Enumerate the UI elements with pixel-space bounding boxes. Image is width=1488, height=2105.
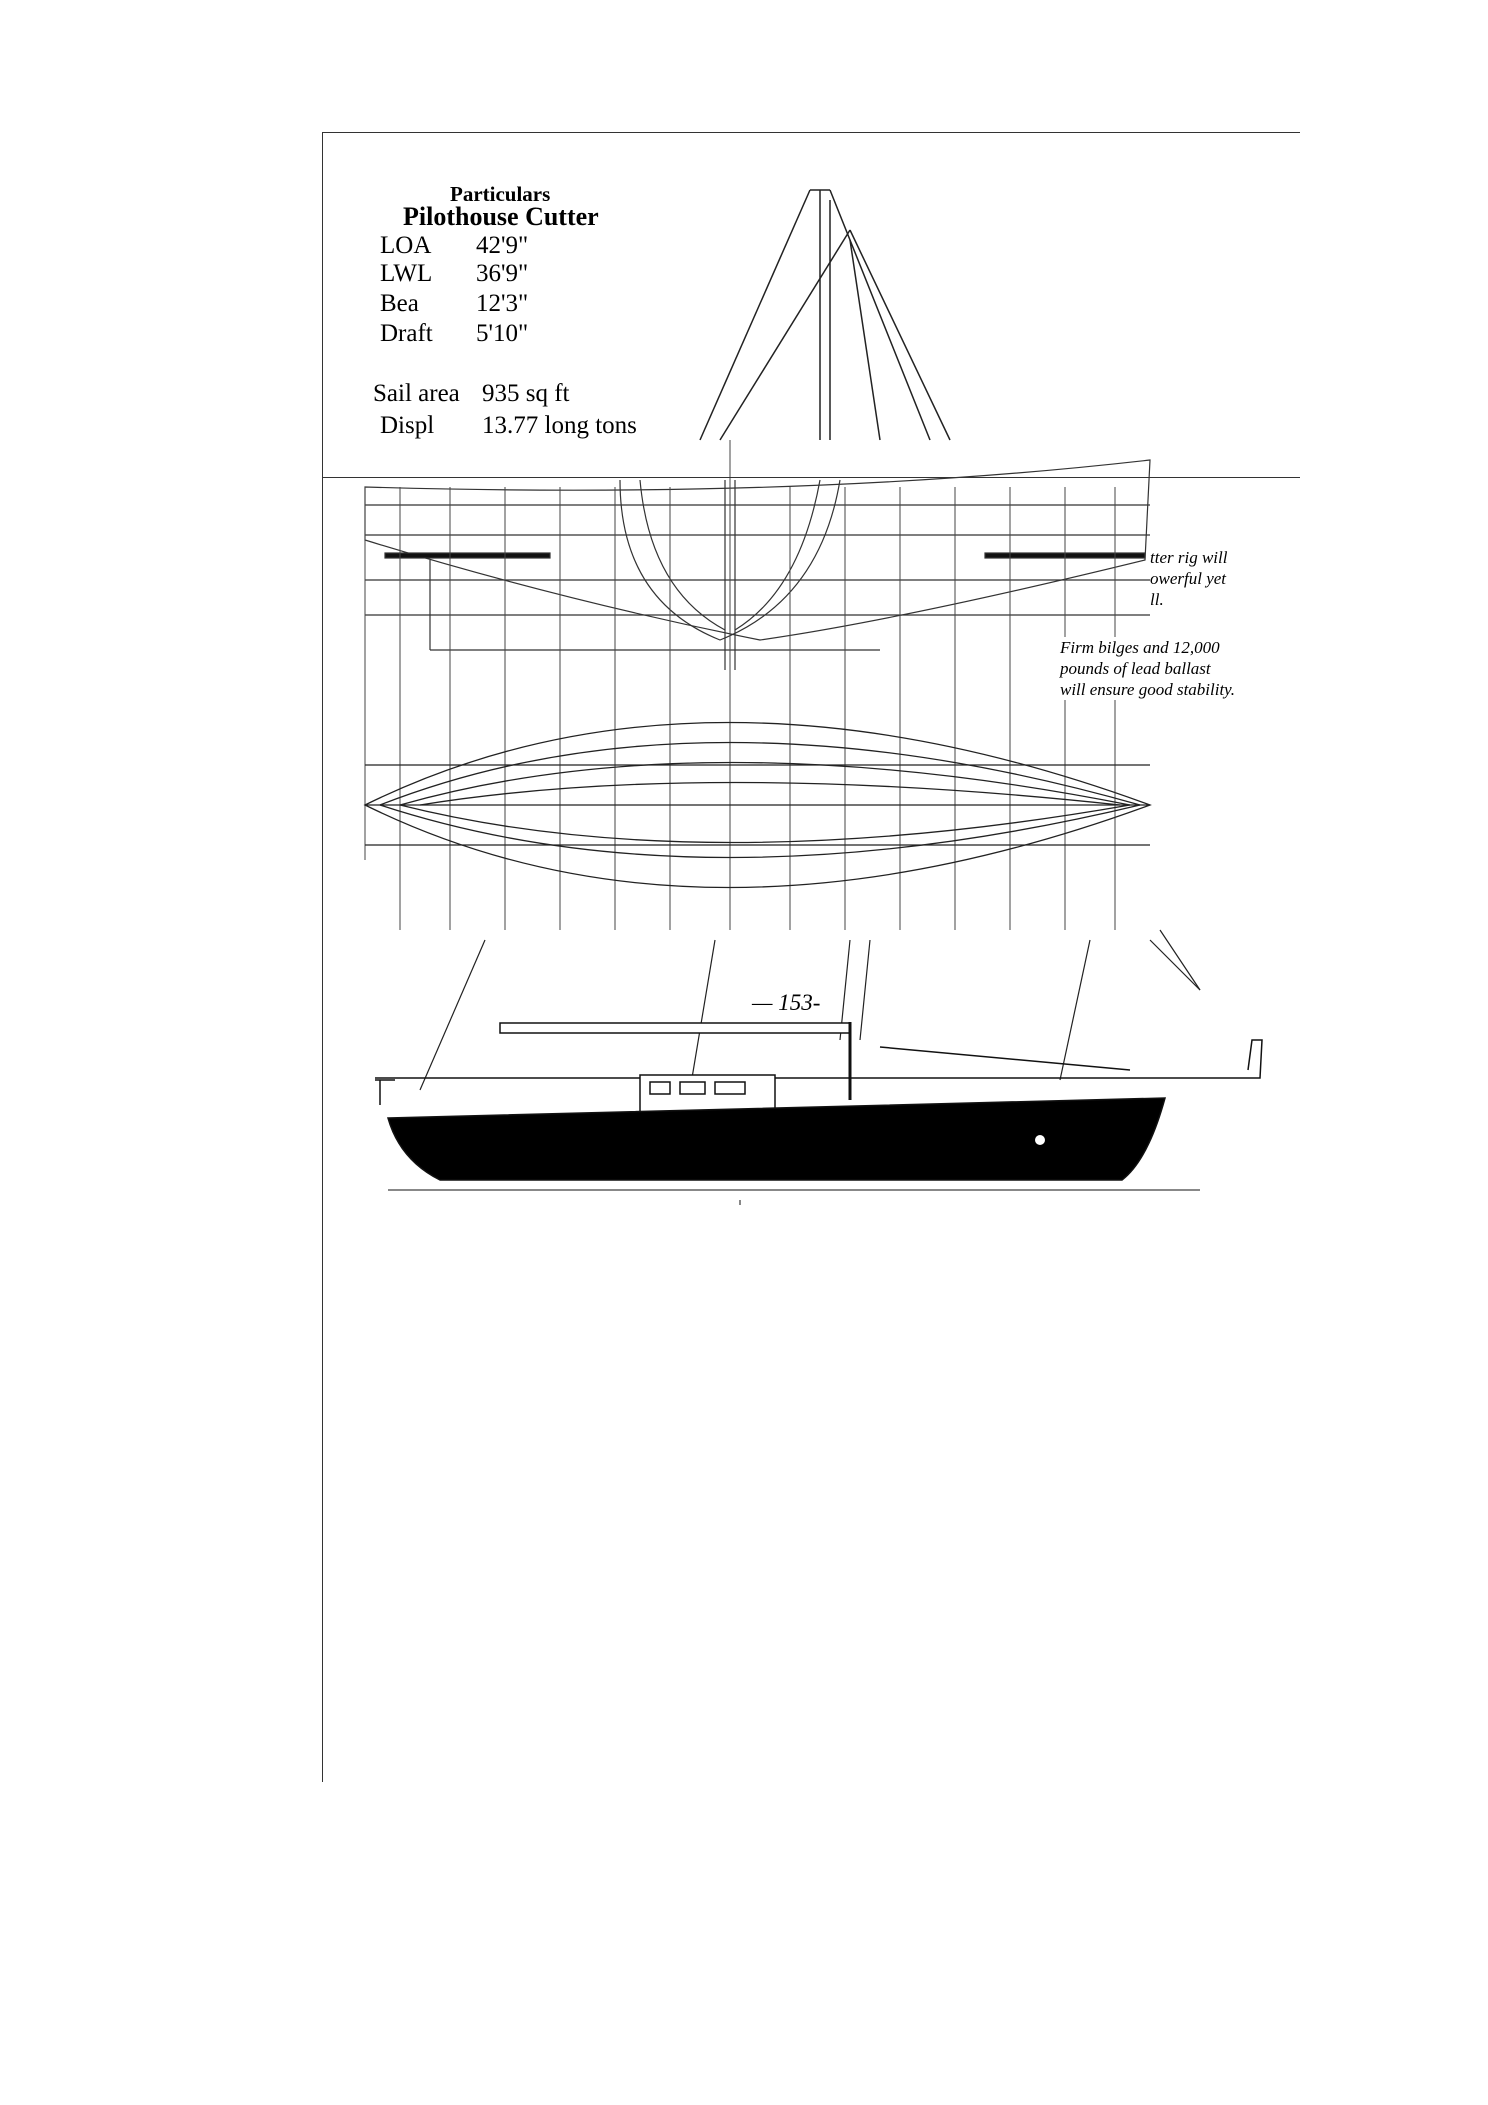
half-breadth-plan [365,723,1150,888]
spec-row-lwl [380,260,528,288]
rig-caption [1150,547,1227,610]
spec-row-sail-area [373,380,570,408]
particulars-heading: Particulars [450,182,551,206]
spec-row-beam [380,290,528,318]
spec-label: LWL [380,260,433,287]
bilge-caption [1060,637,1235,700]
mast-rigging-top [700,190,950,440]
spec-row-loa [380,232,528,260]
spec-value: 13.77 long tons [482,412,637,439]
page-number: — 153- [752,990,821,1015]
spec-row-draft [380,320,528,348]
caption-line: pounds of lead ballast [1060,659,1211,678]
spec-value: 12'3" [476,290,529,317]
spec-label: Bea [380,290,419,317]
caption-line: Firm bilges and 12,000 [1060,638,1220,657]
spec-label: LOA [380,232,432,259]
page-mid-rule [322,477,1300,478]
boat-title: Pilothouse Cutter [403,202,599,231]
sailboat-profile [375,1022,1262,1205]
caption-line: will ensure good stability. [1060,680,1236,699]
grid-verticals [365,440,1115,930]
spec-label: Displ [380,412,435,439]
caption-line: tter rig will [1150,548,1228,567]
spec-value: 42'9" [476,232,529,259]
caption-line: ll. [1150,590,1164,609]
spec-label: Sail area [373,380,460,407]
spec-value: 36'9" [476,260,529,287]
caption-line: owerful yet [1150,569,1227,588]
spec-label: Draft [380,320,433,347]
spec-value: 5'10" [476,320,529,347]
profile-body-plan [365,460,1150,670]
spec-value: 935 sq ft [482,380,570,407]
spec-row-displacement [380,412,637,440]
